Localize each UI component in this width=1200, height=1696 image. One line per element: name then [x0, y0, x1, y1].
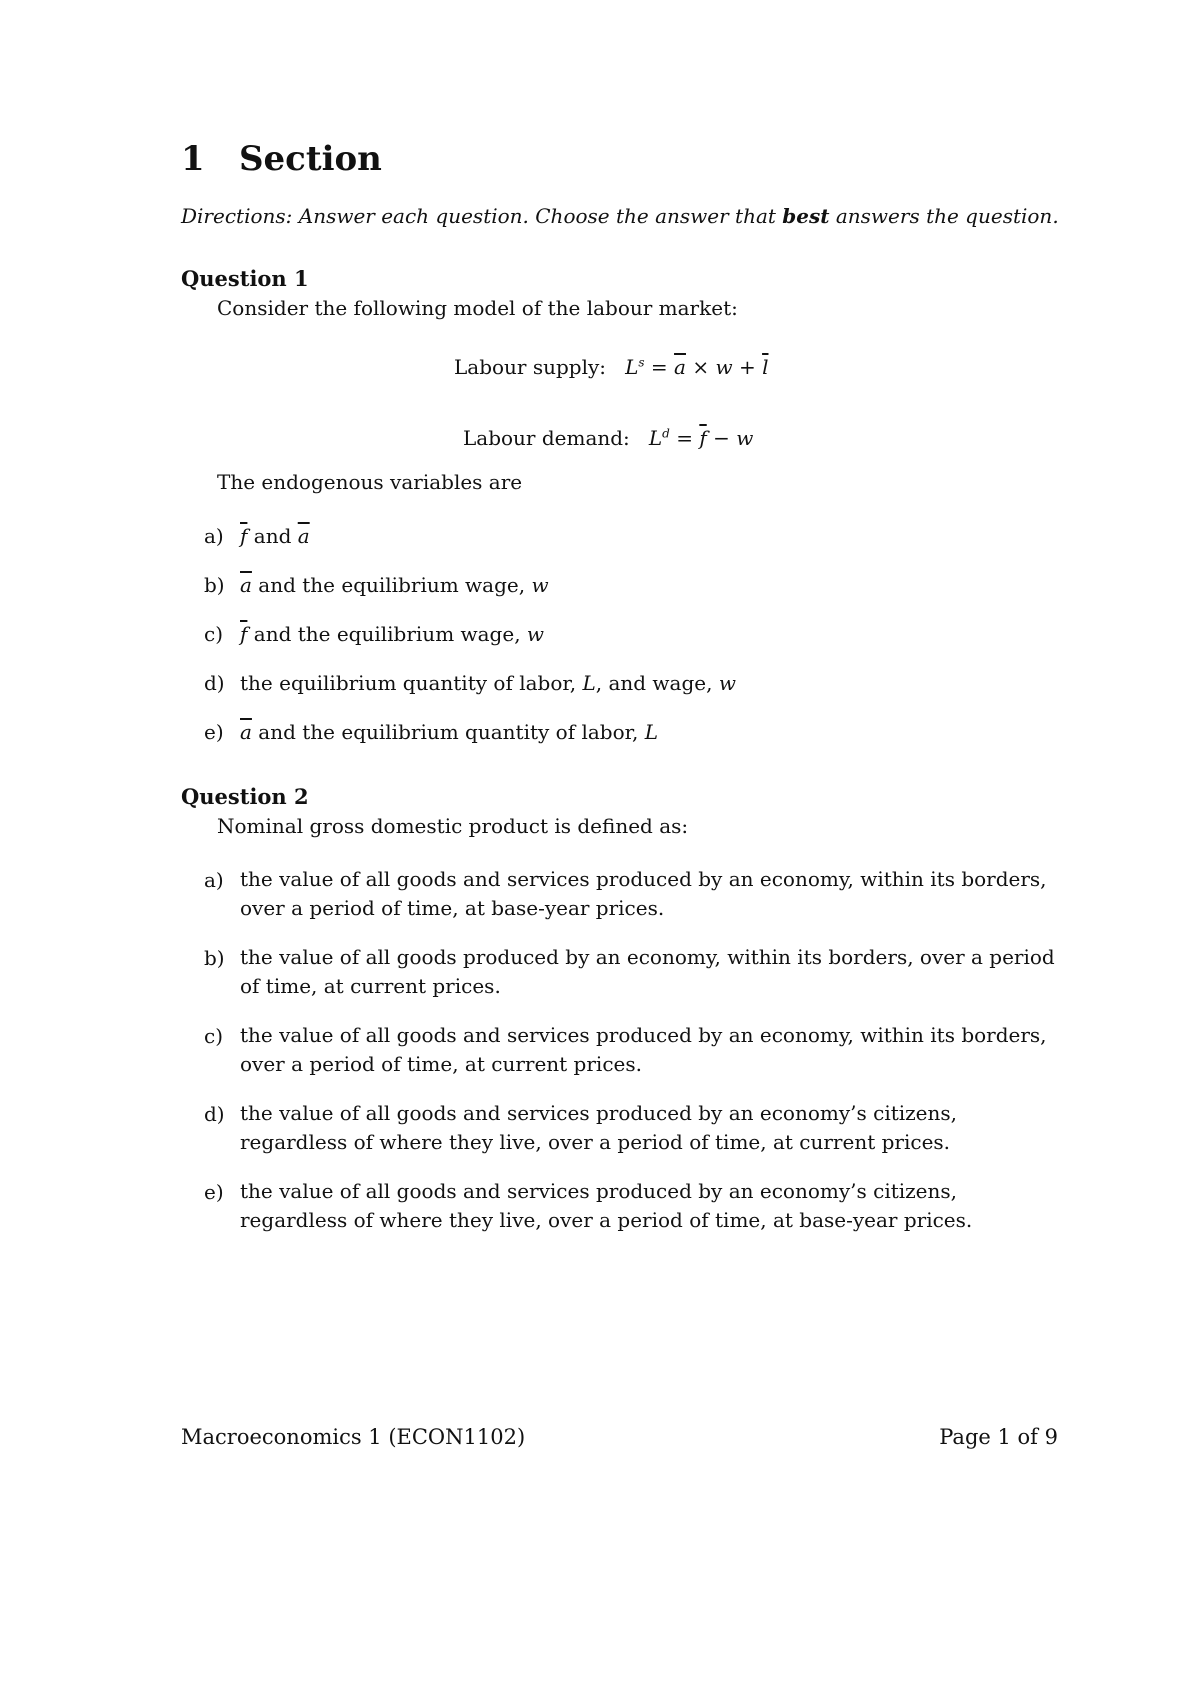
q1-option-e: $\overline{a}$ and the equilibrium quantity of labor, L	[240, 720, 658, 744]
question-1-title: Question 1	[181, 266, 309, 291]
q2-option-d-letter: d)	[204, 1102, 225, 1126]
q1-option-d-text2: , and wage,	[595, 671, 719, 695]
q1-option-c: $\overline{f}$ and the equilibrium wage, w	[240, 622, 545, 646]
directions-suffix: answers the question.	[829, 204, 1059, 228]
q2-option-c-letter: c)	[204, 1024, 224, 1048]
footer-page-number: Page 1 of 9	[939, 1425, 1058, 1449]
question-2-prompt: Nominal gross domestic product is defined as:	[217, 814, 689, 838]
directions-emphasis: best	[782, 204, 830, 228]
q2-option-d-text: the value of all goods and services produced by an economy’s citizens, regardless of where they live, over a period of time, at current prices.	[240, 1101, 958, 1154]
q2-option-c-text: the value of all goods and services produced by an economy, within its borders, over a period of time, at current prices.	[240, 1023, 1047, 1076]
labour-supply-equation: Labour supply: $L^s = \overline{a} \times w + \overline{l}$	[454, 355, 769, 379]
footer-course: Macroeconomics 1 (ECON1102)	[181, 1425, 526, 1449]
section-title: Section	[239, 139, 382, 179]
directions-prefix: Directions: Answer each question. Choose the answer that	[181, 204, 783, 228]
q1-option-e-text: and the equilibrium quantity of labor,	[251, 720, 645, 744]
q1-option-a-letter: a)	[204, 524, 224, 548]
q2-option-e-text: the value of all goods and services produced by an economy’s citizens, regardless of where they live, over a period of time, at base-year prices.	[240, 1179, 973, 1232]
q1-option-c-text: and the equilibrium wage,	[247, 622, 527, 646]
question-1-lead: The endogenous variables are	[217, 470, 523, 494]
directions	[181, 204, 1059, 228]
labour-demand-equation: Labour demand: $L^d = \overline{f} - w$	[463, 426, 754, 450]
section-number: 1	[181, 139, 205, 179]
question-2-title: Question 2	[181, 784, 309, 809]
q2-option-e-letter: e)	[204, 1180, 224, 1204]
question-1-prompt: Consider the following model of the labour market:	[217, 296, 738, 320]
q1-option-a: $\overline{f}$ and $\overline{a}$	[240, 524, 310, 548]
q2-option-a-text: the value of all goods and services produced by an economy, within its borders, over a period of time, at base-year prices.	[240, 867, 1047, 920]
q2-option-b-text: the value of all goods produced by an economy, within its borders, over a period of time, at current prices.	[240, 945, 1055, 998]
q1-option-d-text: the equilibrium quantity of labor,	[240, 671, 583, 695]
q1-option-a-text: and	[247, 524, 298, 548]
q1-option-e-letter: e)	[204, 720, 224, 744]
q1-option-d: the equilibrium quantity of labor, L, and wage, w	[240, 671, 736, 695]
labour-supply-label: Labour supply:	[454, 355, 607, 379]
q2-option-b-letter: b)	[204, 946, 225, 970]
q1-option-b: $\overline{a}$ and the equilibrium wage, w	[240, 573, 549, 597]
q1-option-c-letter: c)	[204, 622, 224, 646]
q1-option-b-text: and the equilibrium wage,	[251, 573, 532, 597]
labour-demand-label: Labour demand:	[463, 426, 630, 450]
q1-option-d-letter: d)	[204, 671, 225, 695]
q2-option-a-letter: a)	[204, 868, 224, 892]
q1-option-b-letter: b)	[204, 573, 225, 597]
